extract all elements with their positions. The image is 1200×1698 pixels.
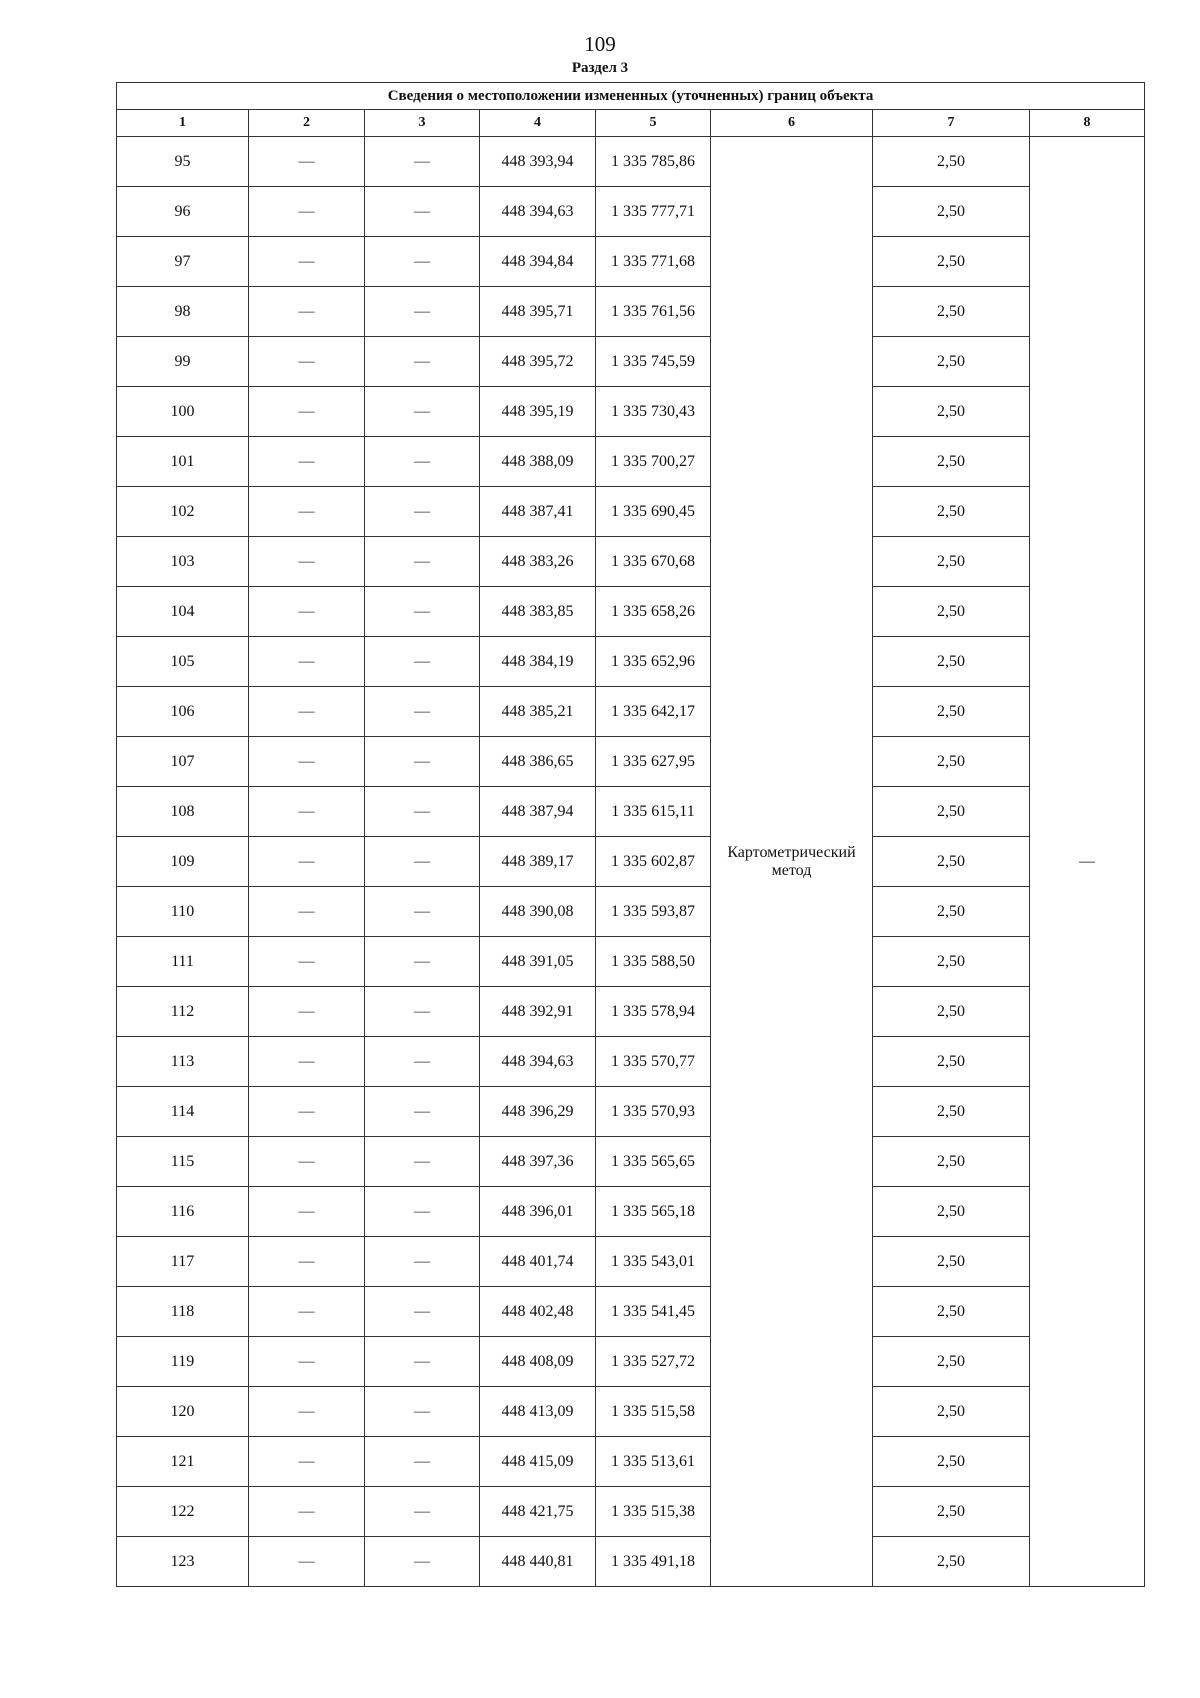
column-header-6: 6	[711, 110, 873, 137]
point-number-cell: 98	[117, 287, 249, 337]
section-title: Раздел 3	[571, 60, 629, 76]
x-coordinate-cell: 448 394,63	[480, 1037, 596, 1087]
x-coordinate-cell: 448 421,75	[480, 1487, 596, 1537]
table-row	[117, 737, 1145, 787]
col3-cell: —	[365, 1487, 480, 1537]
table-row	[117, 1387, 1145, 1437]
column-header-5: 5	[596, 110, 711, 137]
accuracy-cell: 2,50	[873, 787, 1030, 837]
table-row	[117, 1187, 1145, 1237]
page-number: 109	[584, 32, 616, 56]
point-number-cell: 114	[117, 1087, 249, 1137]
x-coordinate-cell: 448 413,09	[480, 1387, 596, 1437]
col3-cell: —	[365, 1287, 480, 1337]
accuracy-cell: 2,50	[873, 237, 1030, 287]
col2-cell: —	[249, 1387, 365, 1437]
point-number-cell: 105	[117, 637, 249, 687]
column-header-3: 3	[365, 110, 480, 137]
point-number-cell: 119	[117, 1337, 249, 1387]
col3-cell: —	[365, 1437, 480, 1487]
y-coordinate-cell: 1 335 627,95	[596, 737, 711, 787]
col3-cell: —	[365, 887, 480, 937]
point-number-cell: 97	[117, 237, 249, 287]
y-coordinate-cell: 1 335 565,65	[596, 1137, 711, 1187]
column-header-1: 1	[117, 110, 249, 137]
y-coordinate-cell: 1 335 615,11	[596, 787, 711, 837]
y-coordinate-cell: 1 335 578,94	[596, 987, 711, 1037]
accuracy-cell: 2,50	[873, 1487, 1030, 1537]
col2-cell: —	[249, 487, 365, 537]
col2-cell: —	[249, 1487, 365, 1537]
table-row	[117, 1037, 1145, 1087]
table-caption: Сведения о местоположении измененных (уточненных) границ объекта	[117, 83, 1145, 110]
y-coordinate-cell: 1 335 777,71	[596, 187, 711, 237]
x-coordinate-cell: 448 389,17	[480, 837, 596, 887]
accuracy-cell: 2,50	[873, 737, 1030, 787]
accuracy-cell: 2,50	[873, 187, 1030, 237]
col3-cell: —	[365, 1337, 480, 1387]
accuracy-cell: 2,50	[873, 987, 1030, 1037]
table-row	[117, 187, 1145, 237]
col3-cell: —	[365, 737, 480, 787]
y-coordinate-cell: 1 335 690,45	[596, 487, 711, 537]
column-header-4: 4	[480, 110, 596, 137]
y-coordinate-cell: 1 335 652,96	[596, 637, 711, 687]
method-cell: Картометрический метод	[711, 137, 873, 1587]
col2-cell: —	[249, 1537, 365, 1587]
y-coordinate-cell: 1 335 541,45	[596, 1287, 711, 1337]
point-number-cell: 115	[117, 1137, 249, 1187]
table-row	[117, 537, 1145, 587]
col2-cell: —	[249, 1137, 365, 1187]
x-coordinate-cell: 448 387,41	[480, 487, 596, 537]
x-coordinate-cell: 448 388,09	[480, 437, 596, 487]
accuracy-cell: 2,50	[873, 537, 1030, 587]
col2-cell: —	[249, 937, 365, 987]
table-row	[117, 837, 1145, 887]
point-number-cell: 95	[117, 137, 249, 187]
col2-cell: —	[249, 1437, 365, 1487]
table-body	[117, 137, 1145, 1587]
col3-cell: —	[365, 187, 480, 237]
point-number-cell: 99	[117, 337, 249, 387]
point-number-cell: 107	[117, 737, 249, 787]
accuracy-cell: 2,50	[873, 337, 1030, 387]
table-row	[117, 787, 1145, 837]
x-coordinate-cell: 448 394,84	[480, 237, 596, 287]
table-row	[117, 1437, 1145, 1487]
point-number-cell: 123	[117, 1537, 249, 1587]
x-coordinate-cell: 448 415,09	[480, 1437, 596, 1487]
table-row	[117, 687, 1145, 737]
y-coordinate-cell: 1 335 761,56	[596, 287, 711, 337]
x-coordinate-cell: 448 408,09	[480, 1337, 596, 1387]
point-number-cell: 96	[117, 187, 249, 237]
table-row	[117, 487, 1145, 537]
accuracy-cell: 2,50	[873, 1537, 1030, 1587]
col2-cell: —	[249, 1187, 365, 1237]
col3-cell: —	[365, 987, 480, 1037]
y-coordinate-cell: 1 335 670,68	[596, 537, 711, 587]
accuracy-cell: 2,50	[873, 637, 1030, 687]
x-coordinate-cell: 448 395,72	[480, 337, 596, 387]
col3-cell: —	[365, 1037, 480, 1087]
x-coordinate-cell: 448 390,08	[480, 887, 596, 937]
col3-cell: —	[365, 287, 480, 337]
accuracy-cell: 2,50	[873, 1237, 1030, 1287]
y-coordinate-cell: 1 335 491,18	[596, 1537, 711, 1587]
table-row	[117, 987, 1145, 1037]
accuracy-cell: 2,50	[873, 437, 1030, 487]
table-row	[117, 437, 1145, 487]
accuracy-cell: 2,50	[873, 587, 1030, 637]
col2-cell: —	[249, 887, 365, 937]
table-row	[117, 287, 1145, 337]
point-number-cell: 113	[117, 1037, 249, 1087]
col3-cell: —	[365, 937, 480, 987]
col3-cell: —	[365, 537, 480, 587]
y-coordinate-cell: 1 335 515,38	[596, 1487, 711, 1537]
col2-cell: —	[249, 537, 365, 587]
col3-cell: —	[365, 337, 480, 387]
y-coordinate-cell: 1 335 527,72	[596, 1337, 711, 1387]
y-coordinate-cell: 1 335 658,26	[596, 587, 711, 637]
column-header-row	[117, 110, 1145, 137]
table-row	[117, 137, 1145, 187]
y-coordinate-cell: 1 335 565,18	[596, 1187, 711, 1237]
x-coordinate-cell: 448 385,21	[480, 687, 596, 737]
table-row	[117, 1487, 1145, 1537]
table-row	[117, 1337, 1145, 1387]
col3-cell: —	[365, 1137, 480, 1187]
table-row	[117, 1287, 1145, 1337]
point-number-cell: 110	[117, 887, 249, 937]
x-coordinate-cell: 448 402,48	[480, 1287, 596, 1337]
table-row	[117, 1237, 1145, 1287]
accuracy-cell: 2,50	[873, 887, 1030, 937]
col3-cell: —	[365, 687, 480, 737]
col3-cell: —	[365, 1237, 480, 1287]
col3-cell: —	[365, 237, 480, 287]
x-coordinate-cell: 448 394,63	[480, 187, 596, 237]
x-coordinate-cell: 448 383,85	[480, 587, 596, 637]
point-number-cell: 100	[117, 387, 249, 437]
point-number-cell: 116	[117, 1187, 249, 1237]
x-coordinate-cell: 448 391,05	[480, 937, 596, 987]
col3-cell: —	[365, 487, 480, 537]
col3-cell: —	[365, 387, 480, 437]
col2-cell: —	[249, 1037, 365, 1087]
point-number-cell: 117	[117, 1237, 249, 1287]
col2-cell: —	[249, 737, 365, 787]
col2-cell: —	[249, 837, 365, 887]
x-coordinate-cell: 448 397,36	[480, 1137, 596, 1187]
accuracy-cell: 2,50	[873, 837, 1030, 887]
y-coordinate-cell: 1 335 730,43	[596, 387, 711, 437]
col3-cell: —	[365, 1537, 480, 1587]
col2-cell: —	[249, 787, 365, 837]
col2-cell: —	[249, 187, 365, 237]
point-number-cell: 121	[117, 1437, 249, 1487]
point-number-cell: 109	[117, 837, 249, 887]
y-coordinate-cell: 1 335 642,17	[596, 687, 711, 737]
y-coordinate-cell: 1 335 771,68	[596, 237, 711, 287]
y-coordinate-cell: 1 335 588,50	[596, 937, 711, 987]
accuracy-cell: 2,50	[873, 687, 1030, 737]
table-row	[117, 237, 1145, 287]
y-coordinate-cell: 1 335 543,01	[596, 1237, 711, 1287]
accuracy-cell: 2,50	[873, 1137, 1030, 1187]
col2-cell: —	[249, 237, 365, 287]
point-number-cell: 103	[117, 537, 249, 587]
point-number-cell: 118	[117, 1287, 249, 1337]
col3-cell: —	[365, 787, 480, 837]
column-header-7: 7	[873, 110, 1030, 137]
table-row	[117, 887, 1145, 937]
accuracy-cell: 2,50	[873, 487, 1030, 537]
point-number-cell: 101	[117, 437, 249, 487]
col2-cell: —	[249, 587, 365, 637]
point-number-cell: 122	[117, 1487, 249, 1537]
col3-cell: —	[365, 837, 480, 887]
point-number-cell: 112	[117, 987, 249, 1037]
col3-cell: —	[365, 587, 480, 637]
accuracy-cell: 2,50	[873, 287, 1030, 337]
table-row	[117, 337, 1145, 387]
col2-cell: —	[249, 1237, 365, 1287]
x-coordinate-cell: 448 393,94	[480, 137, 596, 187]
col3-cell: —	[365, 1387, 480, 1437]
accuracy-cell: 2,50	[873, 1287, 1030, 1337]
accuracy-cell: 2,50	[873, 1387, 1030, 1437]
table-row	[117, 637, 1145, 687]
column-header-8: 8	[1030, 110, 1145, 137]
y-coordinate-cell: 1 335 570,93	[596, 1087, 711, 1137]
y-coordinate-cell: 1 335 745,59	[596, 337, 711, 387]
table-row	[117, 587, 1145, 637]
x-coordinate-cell: 448 387,94	[480, 787, 596, 837]
x-coordinate-cell: 448 395,19	[480, 387, 596, 437]
table-row	[117, 1537, 1145, 1587]
x-coordinate-cell: 448 396,29	[480, 1087, 596, 1137]
table-row	[117, 1137, 1145, 1187]
col2-cell: —	[249, 987, 365, 1037]
x-coordinate-cell: 448 396,01	[480, 1187, 596, 1237]
accuracy-cell: 2,50	[873, 1037, 1030, 1087]
x-coordinate-cell: 448 392,91	[480, 987, 596, 1037]
point-number-cell: 111	[117, 937, 249, 987]
accuracy-cell: 2,50	[873, 137, 1030, 187]
column-header-2: 2	[249, 110, 365, 137]
col2-cell: —	[249, 1087, 365, 1137]
col2-cell: —	[249, 287, 365, 337]
y-coordinate-cell: 1 335 785,86	[596, 137, 711, 187]
x-coordinate-cell: 448 384,19	[480, 637, 596, 687]
col2-cell: —	[249, 137, 365, 187]
col2-cell: —	[249, 337, 365, 387]
x-coordinate-cell: 448 383,26	[480, 537, 596, 587]
point-number-cell: 120	[117, 1387, 249, 1437]
x-coordinate-cell: 448 401,74	[480, 1237, 596, 1287]
x-coordinate-cell: 448 395,71	[480, 287, 596, 337]
point-number-cell: 102	[117, 487, 249, 537]
table-row	[117, 387, 1145, 437]
x-coordinate-cell: 448 440,81	[480, 1537, 596, 1587]
col2-cell: —	[249, 1337, 365, 1387]
y-coordinate-cell: 1 335 515,58	[596, 1387, 711, 1437]
y-coordinate-cell: 1 335 700,27	[596, 437, 711, 487]
accuracy-cell: 2,50	[873, 1187, 1030, 1237]
accuracy-cell: 2,50	[873, 1437, 1030, 1487]
point-number-cell: 106	[117, 687, 249, 737]
table-row	[117, 1087, 1145, 1137]
y-coordinate-cell: 1 335 602,87	[596, 837, 711, 887]
table-row	[117, 937, 1145, 987]
y-coordinate-cell: 1 335 513,61	[596, 1437, 711, 1487]
col3-cell: —	[365, 1187, 480, 1237]
y-coordinate-cell: 1 335 593,87	[596, 887, 711, 937]
point-number-cell: 108	[117, 787, 249, 837]
accuracy-cell: 2,50	[873, 387, 1030, 437]
boundary-table	[116, 82, 1145, 1587]
accuracy-cell: 2,50	[873, 1337, 1030, 1387]
col8-cell: —	[1030, 137, 1145, 1587]
col3-cell: —	[365, 1087, 480, 1137]
col2-cell: —	[249, 437, 365, 487]
col3-cell: —	[365, 137, 480, 187]
col3-cell: —	[365, 437, 480, 487]
col2-cell: —	[249, 637, 365, 687]
accuracy-cell: 2,50	[873, 1087, 1030, 1137]
col2-cell: —	[249, 1287, 365, 1337]
col2-cell: —	[249, 687, 365, 737]
col3-cell: —	[365, 637, 480, 687]
y-coordinate-cell: 1 335 570,77	[596, 1037, 711, 1087]
accuracy-cell: 2,50	[873, 937, 1030, 987]
x-coordinate-cell: 448 386,65	[480, 737, 596, 787]
point-number-cell: 104	[117, 587, 249, 637]
col2-cell: —	[249, 387, 365, 437]
